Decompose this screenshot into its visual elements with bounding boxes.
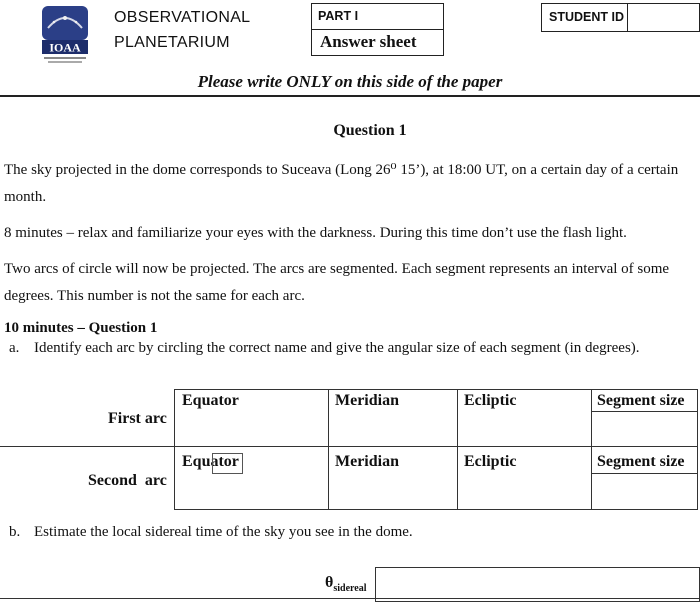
logo-text: IOAA [49,40,81,55]
first-arc-segment-size-label: Segment size [597,392,685,409]
question-paragraph-location: The sky projected in the dome corresponds to Suceava (Long 26⁰ 15’), at 18:00 UT, on a certain day of a certain month. [4,162,679,205]
question-title: Question 1 [333,122,407,139]
item-a-text: Identify each arc by circling the correct name and give the angular size of each segment (in degrees). [34,340,640,356]
table-col-line [591,389,592,510]
second-arc-option-meridian[interactable]: Meridian [335,453,399,470]
sidereal-time-label [325,574,367,594]
table-border-bottom [174,509,698,510]
question-paragraph-relax: 8 minutes – relax and familiarize your eyes with the darkness. During this time don’t use the flash light. [4,225,627,241]
instruction-banner: Please write ONLY on this side of the paper [197,72,503,91]
organization-name-line1: OBSERVATIONAL [114,9,251,26]
table-border-top [174,389,698,390]
item-b-text: Estimate the local sidereal time of the sky you see in the dome. [34,524,413,540]
segment-divider-row1 [591,411,698,412]
sidereal-subscript: sidereal [333,583,367,595]
table-col-line [328,389,329,510]
text-cursor-box [212,453,243,474]
answer-sheet-label: Answer sheet [320,32,417,51]
part-box [311,3,444,56]
first-arc-option-ecliptic[interactable]: Ecliptic [464,392,517,409]
part-box-divider [312,29,443,30]
bottom-divider [0,598,700,599]
item-b [9,524,699,541]
student-id-divider [627,4,628,31]
first-arc-label: First arc [108,410,167,427]
first-arc-option-meridian[interactable]: Meridian [335,392,399,409]
table-col-line [174,389,175,510]
item-a [9,340,699,357]
organization-name-line2: PLANETARIUM [114,34,230,51]
subsection-title: 10 minutes – Question 1 [4,320,158,336]
item-b-letter: b. [9,524,21,540]
second-arc-option-equator[interactable]: Equator [182,453,239,470]
table-row-divider [0,446,698,447]
question-paragraph-arcs: Two arcs of circle will now be projected. The arcs are segmented. Each segment represents an interval of some degrees. This number is not the same for each arc. [4,261,670,304]
header-divider [0,95,700,97]
sidereal-time-input[interactable] [375,567,700,602]
second-arc-option-ecliptic[interactable]: Ecliptic [464,453,517,470]
theta-symbol: θ [325,574,334,591]
student-id-label: STUDENT ID [549,10,624,24]
segment-divider-row2 [591,473,698,474]
second-arc-label: Second arc [88,472,167,489]
ioaa-logo [38,4,92,68]
part-label: PART I [318,9,359,23]
second-arc-segment-size-label: Segment size [597,453,685,470]
item-a-letter: a. [9,340,20,356]
student-id-box [541,3,700,32]
table-col-line [457,389,458,510]
first-arc-option-equator[interactable]: Equator [182,392,239,409]
table-col-line [697,389,698,510]
